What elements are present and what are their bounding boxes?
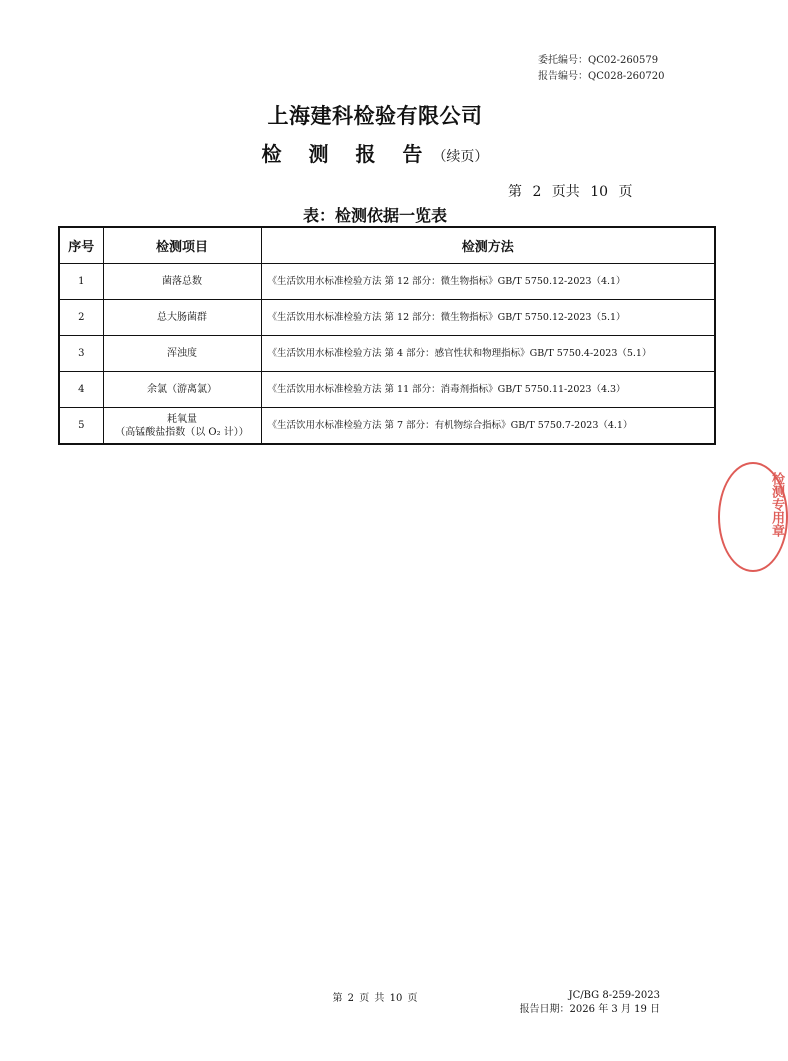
form-number: JC/BG 8-259-2023: [568, 990, 660, 1001]
column-header-item: 检测项目: [103, 227, 261, 264]
company-name: 上海建科检验有限公司: [267, 104, 483, 128]
test-item: 总大肠菌群: [103, 300, 261, 336]
test-item: 浑浊度: [103, 336, 261, 372]
report-title-suffix: （续页）: [432, 149, 489, 165]
row-number: 4: [59, 372, 103, 408]
inspection-seal-stamp: 检测专用章: [718, 462, 788, 572]
test-item: [103, 408, 261, 445]
row-number: 5: [59, 408, 103, 445]
column-header-method: 检测方法: [261, 227, 715, 264]
table-row: [59, 372, 715, 408]
commission-number: 委托编号：QC02-260579: [538, 55, 659, 66]
test-item: 余氯（游离氯）: [103, 372, 261, 408]
table-header-row: [59, 227, 715, 264]
table-row: [59, 408, 715, 445]
test-item-note: （高锰酸盐指数（以 O₂ 计））: [115, 426, 249, 438]
table-row: [59, 264, 715, 300]
table-row: [59, 300, 715, 336]
table-title: 表：检测依据一览表: [302, 206, 447, 225]
table-row: [59, 336, 715, 372]
report-title-main: 检 测 报 告: [261, 142, 433, 166]
report-date: 报告日期：2026 年 3 月 19 日: [519, 1004, 660, 1015]
test-basis-table: [58, 226, 716, 445]
row-number: 3: [59, 336, 103, 372]
test-method: 《生活饮用水标准检验方法 第 11 部分：消毒剂指标》GB/T 5750.11-2023（4.3）: [261, 372, 715, 408]
footer-info: [520, 989, 660, 1017]
row-number: 1: [59, 264, 103, 300]
column-header-no: 序号: [59, 227, 103, 264]
footer-page: 第 2 页 共 10 页: [332, 993, 418, 1004]
test-item: 菌落总数: [103, 264, 261, 300]
report-title: [0, 138, 750, 167]
row-number: 2: [59, 300, 103, 336]
report-number: 报告编号：QC028-260720: [538, 71, 665, 82]
test-method: 《生活饮用水标准检验方法 第 12 部分：微生物指标》GB/T 5750.12-2023（5.1）: [261, 300, 715, 336]
test-method: 《生活饮用水标准检验方法 第 7 部分：有机物综合指标》GB/T 5750.7-2023（4.1）: [261, 408, 715, 445]
report-identifiers: [538, 53, 665, 85]
test-item-name: 耗氧量: [167, 413, 197, 425]
test-method: 《生活饮用水标准检验方法 第 4 部分：感官性状和物理指标》GB/T 5750.4-2023（5.1）: [261, 336, 715, 372]
test-method: 《生活饮用水标准检验方法 第 12 部分：微生物指标》GB/T 5750.12-2023（4.1）: [261, 264, 715, 300]
page-info: 第 2 页共 10 页: [508, 184, 633, 200]
